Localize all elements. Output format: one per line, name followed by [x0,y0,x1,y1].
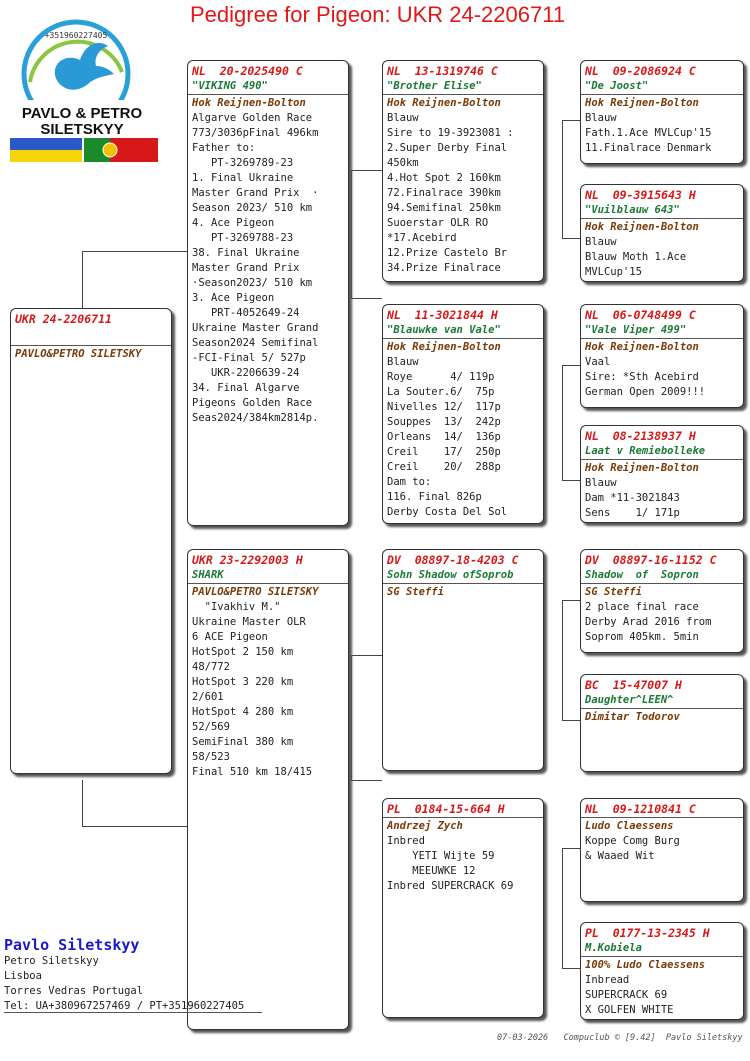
ssd-owner: Hok Reijnen-Bolton [581,218,743,235]
connector [351,170,382,171]
connector [562,848,580,849]
connector [562,365,563,480]
note-line: Sire to 19-3923081 : [387,127,514,139]
note-line: 94.Semifinal 250km [387,202,501,214]
note-line: Suoerstar OLR RO [387,217,489,229]
note-line: 6 ACE Pigeon [192,631,268,643]
note-line: Blauw Moth 1.Ace [585,251,687,263]
note-line: 38. Final Ukraine [192,247,300,259]
note-line: Master Grand Prix · [192,187,319,199]
connector [82,251,83,308]
note-line: Blauw [585,236,617,248]
note-line: Ukraine Master OLR [192,616,306,628]
connector [351,780,382,781]
sss-notes [581,111,743,156]
breeder-details [4,954,244,1014]
note-line: SUPERCRACK 69 [585,989,668,1001]
note-line: Roye 4/ 119p [387,371,495,383]
note-line: Sens 1/ 171p [585,507,680,519]
note-line: 72.Finalrace 390km [387,187,501,199]
note-line: Blauw [585,477,617,489]
dd-notes [383,834,543,894]
sire-name: "VIKING 490" [192,80,268,92]
note-line: Ukraine Master Grand [192,322,319,334]
note-line: 450km [387,157,419,169]
connector [562,848,563,968]
connector [562,600,580,601]
ss-ring: NL 13-1319746 C [387,64,498,78]
note-line: 4.Hot Spot 2 160km [387,172,501,184]
sire-sire-card[interactable] [382,60,544,282]
sd-owner: Hok Reijnen-Bolton [383,338,543,355]
note-line: 4. Ace Pigeon [192,217,275,229]
dam-owner: PAVLO&PETRO SILETSKY [188,583,348,600]
note-line: PT-3269789-23 [192,157,294,169]
note-line: Soprom 405km. 5min [585,631,699,643]
note-line: HotSpot 4 280 km [192,706,294,718]
dam-name: SHARK [192,569,224,581]
ssd-notes [581,235,743,280]
club-logo [8,12,163,167]
note-line: Blauw [387,356,419,368]
connector [82,826,187,827]
ddd-notes [581,973,743,1018]
connector [562,968,580,969]
ds-ring: DV 08897-18-4203 C [387,553,519,567]
ds-name: Sohn Shadow ofSoprob [387,569,514,581]
note-line: 48/772 [192,661,230,673]
note-line: Creil 17/ 250p [387,446,501,458]
note-line: Vaal [585,356,611,368]
note-line: 34. Final Algarve [192,382,300,394]
sdd-name: Laat v Remiebolleke [585,445,706,457]
note-line: YETI Wijte 59 [387,850,495,862]
sire-notes [188,111,348,426]
connector [562,480,580,481]
note-line: Final 510 km 18/415 [192,766,313,778]
connector [351,170,352,298]
note-line: Pigeons Golden Race [192,397,313,409]
ddd-ring: PL 0177-13-2345 H [585,926,710,940]
connector [351,655,352,780]
dam-ring: UKR 23-2292003 H [192,553,303,567]
note-line: Koppe Comg Burg [585,835,680,847]
note-line: -FCI-Final 5/ 527p [192,352,306,364]
dds-notes [581,834,743,864]
sss-ring: NL 09-2086924 C [585,64,696,78]
svg-text:PAVLO & PETRO: PAVLO & PETRO [21,105,143,122]
dsd-owner: Dimitar Todorov [581,708,743,725]
connector [351,298,382,299]
dds-card[interactable] [580,798,744,902]
dss-name: Shadow of Sopron [585,569,699,581]
note-line: Orleans 14/ 136p [387,431,501,443]
connector [562,238,580,239]
note-line: Souppes 13/ 242p [387,416,501,428]
note-line: German Open 2009!!! [585,386,706,398]
ss-notes [383,111,543,276]
note-line: MVLCup'15 [585,266,642,278]
subject-owner: PAVLO&PETRO SILETSKY [11,345,171,362]
note-line: Seas2024/384km2814p. [192,412,319,424]
sds-card[interactable] [580,304,744,408]
ssd-ring: NL 09-3915643 H [585,188,696,202]
note-line: 1. Final Ukraine [192,172,294,184]
note-line: Creil 20/ 288p [387,461,501,473]
sds-owner: Hok Reijnen-Bolton [581,338,743,355]
note-line: La Souter.6/ 75p [387,386,495,398]
note-line: Blauw [585,112,617,124]
note-line: "Ivakhiv M." [192,601,281,613]
note-line: 12.Prize Castelo Br [387,247,508,259]
dsd-name: Daughter^LEEN^ [585,694,674,706]
dds-ring: NL 09-1210841 C [585,802,696,816]
note-line: Torres Vedras Portugal [4,985,144,997]
dss-notes [581,600,743,645]
note-line: HotSpot 2 150 km [192,646,294,658]
subject-ring: UKR 24-2206711 [15,312,112,326]
sire-dam-card[interactable] [382,304,544,524]
dd-owner: Andrzej Zych [383,817,543,834]
note-line: 11.Finalrace Denmark [585,142,712,154]
sss-name: "De Joost" [585,80,649,92]
dss-owner: SG Steffi [581,583,743,600]
ssd-name: "Vuilblauw 643" [585,204,680,216]
dam-notes [188,600,348,780]
note-line: Sire: *Sth Acebird [585,371,699,383]
dsd-ring: BC 15-47007 H [585,678,682,692]
ssd-card[interactable] [580,184,744,282]
dsd-card[interactable] [580,674,744,772]
print-stamp: 07-03-2026 Compuclub © [9.42] Pavlo Siletskyy [497,1033,743,1043]
ds-owner: SG Steffi [383,583,543,600]
note-line: HotSpot 3 220 km [192,676,294,688]
sdd-card[interactable] [580,425,744,523]
note-line: Lisboa [4,970,42,982]
connector [562,120,563,238]
connector [82,780,83,826]
dds-owner: Ludo Claessens [581,817,743,834]
note-line: 58/523 [192,751,230,763]
note-line: 2 place final race [585,601,699,613]
svg-text:+351960227405: +351960227405 [44,31,108,40]
breeder-contact [4,936,244,1014]
note-line: Petro Siletskyy [4,955,99,967]
note-line: UKR-2206639-24 [192,367,300,379]
note-line: Master Grand Prix [192,262,300,274]
svg-text:SILETSKYY: SILETSKYY [40,121,124,138]
note-line: Tel: UA+380967257469 / PT+351960227405 [4,1000,245,1012]
note-line: Inbread [585,974,630,986]
connector [351,655,382,656]
note-line: PRT-4052649-24 [192,307,300,319]
connector [562,600,563,720]
note-line: PT-3269788-23 [192,232,294,244]
sds-name: "Vale Viper 499" [585,324,687,336]
note-line: X GOLFEN WHITE [585,1004,674,1016]
connector [562,720,580,721]
note-line: 3. Ace Pigeon [192,292,275,304]
note-line: Season 2023/ 510 km [192,202,313,214]
sds-notes [581,355,743,400]
ddd-name: M.Kobiela [585,942,642,954]
note-line: SemiFinal 380 km [192,736,294,748]
ddd-card[interactable] [580,922,744,1020]
note-line: 52/569 [192,721,230,733]
connector [82,251,187,252]
note-line: 34.Prize Finalrace [387,262,501,274]
connector [562,120,580,121]
breeder-name: Pavlo Siletskyy [4,936,140,954]
dam-sire-card[interactable] [382,549,544,771]
note-line: Father to: [192,142,256,154]
page-title: Pedigree for Pigeon: UKR 24-2206711 [190,2,566,27]
sire-card[interactable] [187,60,349,526]
dd-ring: PL 0184-15-664 H [387,802,505,816]
dam-dam-card[interactable] [382,798,544,1018]
sds-ring: NL 06-0748499 C [585,308,696,322]
note-line: Derby Arad 2016 from [585,616,712,628]
footer-rule [4,1012,262,1013]
note-line: Fath.1.Ace MVLCup'15 [585,127,712,139]
note-line: MEEUWKE 12 [387,865,476,877]
note-line: ·Season2023/ 510 km [192,277,313,289]
dss-card[interactable] [580,549,744,653]
sss-owner: Hok Reijnen-Bolton [581,94,743,111]
sire-ring: NL 20-2025490 C [192,64,303,78]
dss-ring: DV 08897-16-1152 C [585,553,717,567]
sd-name: "Blauwke van Vale" [387,324,501,336]
sss-card[interactable] [580,60,744,164]
note-line: Derby Costa Del Sol [387,506,508,518]
sd-ring: NL 11-3021844 H [387,308,498,322]
note-line: 773/3036pFinal 496km [192,127,319,139]
sire-owner: Hok Reijnen-Bolton [188,94,348,111]
note-line: Dam *11-3021843 [585,492,680,504]
sdd-ring: NL 08-2138937 H [585,429,696,443]
sd-notes [383,355,543,520]
connector [562,365,580,366]
subject-card[interactable] [10,308,172,774]
note-line: Inbred SUPERCRACK 69 [387,880,514,892]
note-line: 2.Super Derby Final [387,142,508,154]
note-line: Nivelles 12/ 117p [387,401,501,413]
ss-owner: Hok Reijnen-Bolton [383,94,543,111]
sdd-owner: Hok Reijnen-Bolton [581,459,743,476]
ss-name: "Brother Elise" [387,80,482,92]
note-line: Blauw [387,112,419,124]
note-line: 116. Final 826p [387,491,482,503]
note-line: Dam to: [387,476,432,488]
note-line: *17.Acebird [387,232,457,244]
note-line: & Waaed Wit [585,850,655,862]
ddd-owner: 100% Ludo Claessens [581,956,743,973]
note-line: Inbred [387,835,425,847]
note-line: 2/601 [192,691,224,703]
note-line: Algarve Golden Race [192,112,313,124]
sdd-notes [581,476,743,521]
note-line: Season2024 Semifinal [192,337,319,349]
